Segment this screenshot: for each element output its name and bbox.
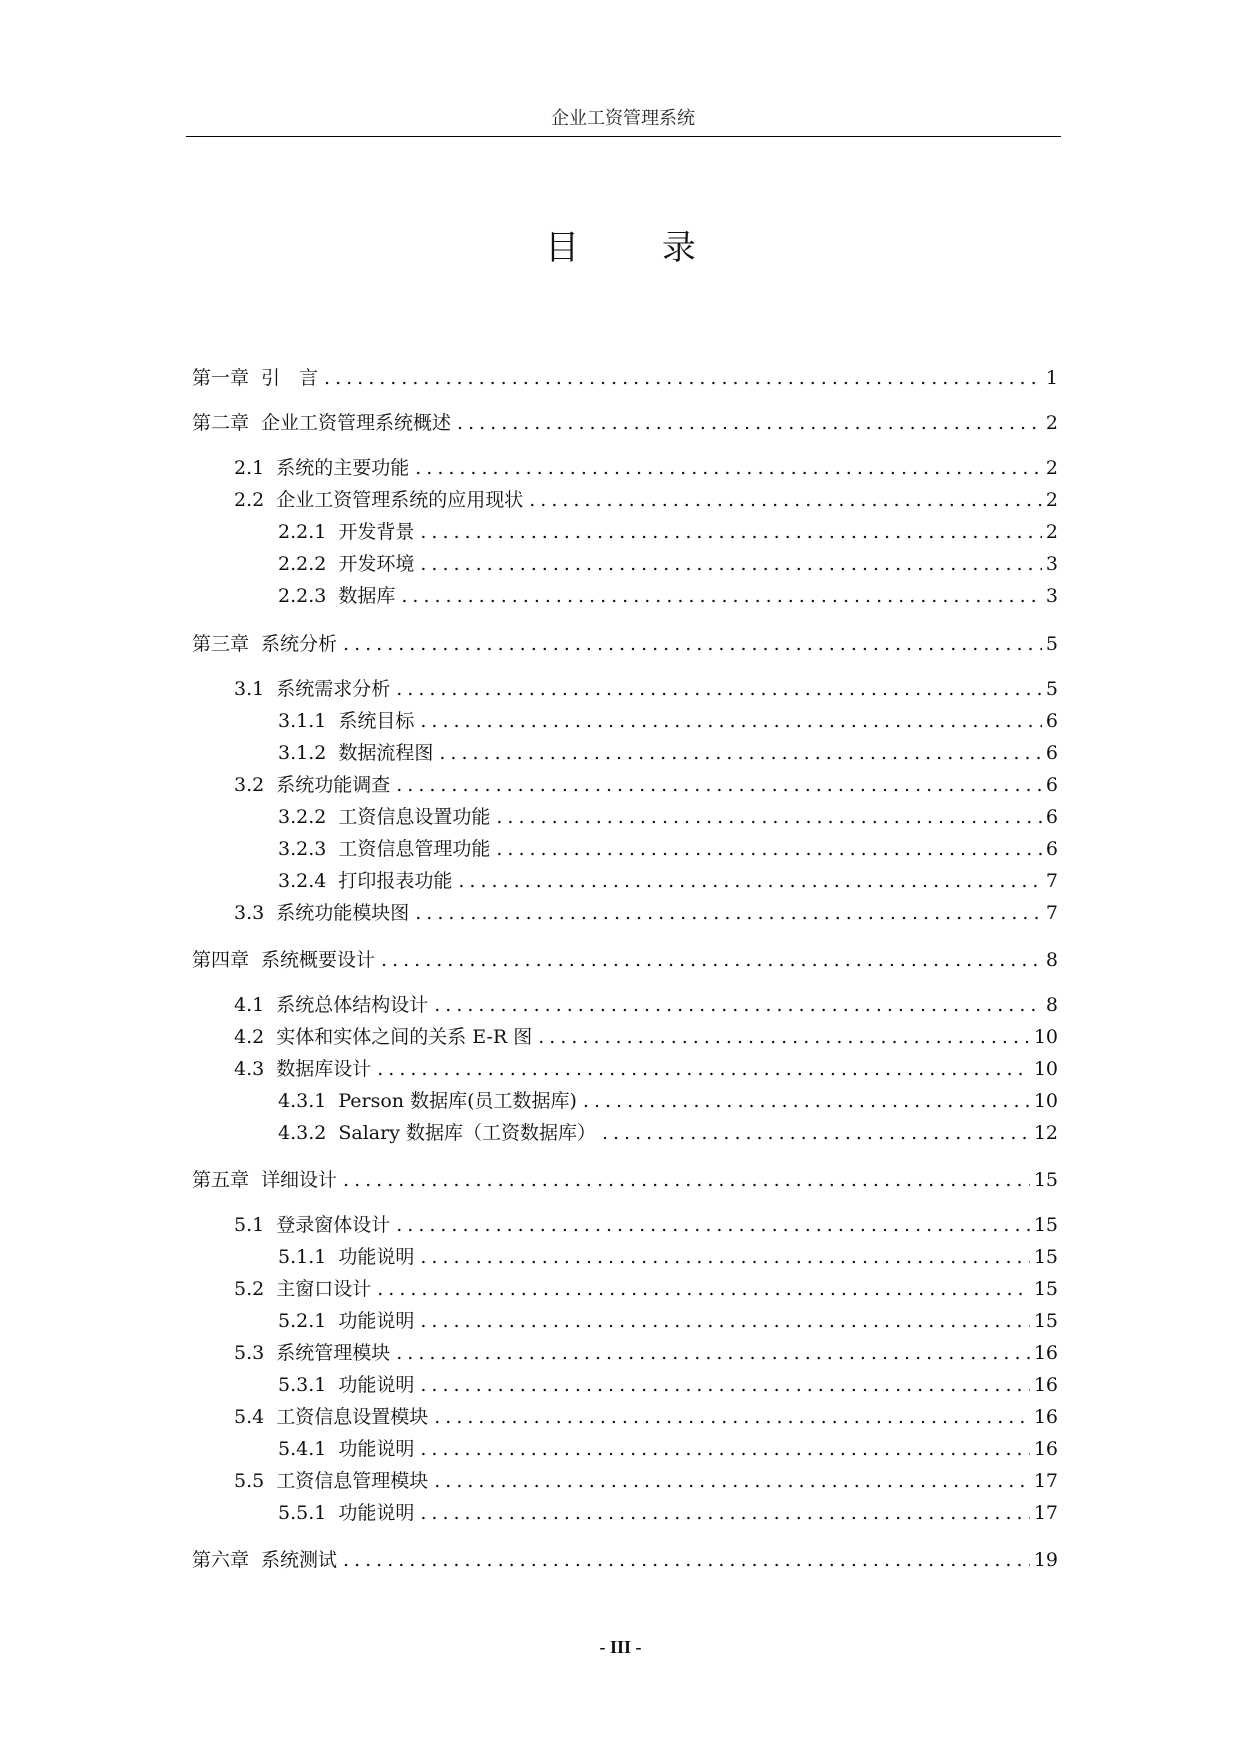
toc-dot-leader [377,1055,1030,1083]
toc-dot-leader [396,1211,1030,1239]
toc-entry[interactable] [278,1307,1058,1335]
toc-entry-number: 5.5 [234,1470,265,1492]
toc-dot-leader [377,1275,1030,1303]
toc-dot-leader [420,1435,1029,1463]
toc-entry-number: 3.2.3 [278,838,327,860]
toc-entry[interactable] [234,454,1058,482]
toc-dot-leader [434,991,1042,1019]
toc-entry-number: 第四章 [192,949,250,971]
toc-dot-leader [420,518,1042,546]
toc-entry-label: 工资信息设置功能 [338,806,491,828]
toc-entry-label: 数据流程图 [338,742,434,764]
toc-entry-page: 8 [1045,949,1058,971]
toc-dot-leader [434,1467,1030,1495]
toc-entry-number: 4.3.2 [278,1122,327,1144]
toc-entry[interactable] [278,707,1058,735]
toc-dot-leader [396,771,1042,799]
toc-entry-label: 实体和实体之间的关系 E-R 图 [276,1026,533,1048]
toc-entry-number: 5.3.1 [278,1374,327,1396]
toc-entry-number: 5.1 [234,1214,265,1236]
toc-entry-page: 16 [1033,1406,1058,1428]
toc-entry-page: 15 [1033,1246,1058,1268]
toc-entry-page: 6 [1045,710,1058,732]
toc-entry-number: 4.1 [234,994,265,1016]
toc-dot-leader [343,1546,1030,1574]
toc-entry[interactable] [234,1211,1058,1239]
toc-entry-number: 第二章 [192,412,250,434]
toc-entry-label: 系统总体结构设计 [276,994,429,1016]
toc-dot-leader [496,803,1042,831]
toc-entry-label: 企业工资管理系统概述 [261,412,452,434]
toc-dot-leader [496,835,1042,863]
toc-dot-leader [458,867,1042,895]
toc-entry[interactable] [234,1055,1058,1083]
toc-entry[interactable] [278,518,1058,546]
toc-entry-label: 引 言 [261,367,319,389]
toc-entry-page: 6 [1045,806,1058,828]
toc-entry-number: 5.2.1 [278,1310,327,1332]
toc-dot-leader [324,364,1042,392]
toc-dot-leader [420,1243,1029,1271]
toc-entry-number: 4.3 [234,1058,265,1080]
toc-dot-leader [415,899,1042,927]
toc-entry-page: 16 [1033,1374,1058,1396]
toc-entry[interactable] [278,739,1058,767]
toc-dot-leader [457,409,1042,437]
toc-entry-page: 7 [1045,870,1058,892]
toc-entry-number: 3.2.4 [278,870,327,892]
toc-entry-label: 功能说明 [338,1310,415,1332]
toc-entry-label: 系统测试 [261,1549,338,1571]
toc-entry-label: Person 数据库(员工数据库) [338,1090,577,1112]
toc-entry-page: 15 [1033,1278,1058,1300]
toc-entry-label: 工资信息管理功能 [338,838,491,860]
toc-entry-page: 5 [1045,678,1058,700]
toc-entry[interactable] [234,675,1058,703]
toc-entry[interactable] [192,409,1058,437]
toc-entry-label: 系统的主要功能 [276,457,410,479]
toc-entry-number: 3.1.2 [278,742,327,764]
toc-entry-label: 打印报表功能 [338,870,453,892]
toc-dot-leader [602,1119,1030,1147]
toc-entry-label: 登录窗体设计 [276,1214,391,1236]
toc-dot-leader [343,630,1042,658]
toc-dot-leader [420,550,1042,578]
toc-dot-leader [396,1339,1030,1367]
toc-entry-page: 1 [1045,367,1058,389]
toc-entry-label: 主窗口设计 [276,1278,372,1300]
toc-entry[interactable] [234,486,1058,514]
toc-entry[interactable] [234,1023,1058,1051]
toc-dot-leader [583,1087,1030,1115]
toc-entry-label: 工资信息管理模块 [276,1470,429,1492]
toc-entry-label: 系统分析 [261,633,338,655]
toc-entry-page: 10 [1033,1090,1058,1112]
toc-entry-page: 10 [1033,1026,1058,1048]
toc-entry-label: 企业工资管理系统的应用现状 [276,489,524,511]
toc-entry[interactable] [234,1275,1058,1303]
toc-dot-leader [415,454,1042,482]
toc-entry-label: 功能说明 [338,1246,415,1268]
toc-dot-leader [538,1023,1030,1051]
toc-entry-label: 系统目标 [338,710,415,732]
toc-entry-page: 3 [1045,553,1058,575]
toc-entry-page: 12 [1033,1122,1058,1144]
toc-entry-label: 功能说明 [338,1438,415,1460]
toc-entry[interactable] [192,1166,1058,1194]
toc-entry[interactable] [192,1546,1058,1574]
toc-entry[interactable] [278,835,1058,863]
toc-entry[interactable] [278,1499,1058,1527]
toc-entry-number: 2.2.2 [278,553,327,575]
toc-entry-number: 3.3 [234,902,265,924]
toc-dot-leader [401,582,1042,610]
toc-entry-label: 功能说明 [338,1502,415,1524]
toc-dot-leader [439,739,1042,767]
toc-entry-number: 5.3 [234,1342,265,1364]
toc-entry-label: 详细设计 [261,1169,338,1191]
toc-dot-leader [343,1166,1030,1194]
toc-entry-page: 16 [1033,1342,1058,1364]
toc-dot-leader [529,486,1042,514]
toc-entry-number: 2.1 [234,457,265,479]
toc-entry-page: 16 [1033,1438,1058,1460]
toc-entry[interactable] [234,1403,1058,1431]
toc-dot-leader [396,675,1042,703]
toc-entry-number: 第六章 [192,1549,250,1571]
toc-entry-label: 数据库设计 [276,1058,372,1080]
toc-entry-number: 2.2.3 [278,585,327,607]
toc-entry-label: 数据库 [338,585,396,607]
toc-entry-label: 功能说明 [338,1374,415,1396]
toc-entry-label: 系统需求分析 [276,678,391,700]
toc-entry[interactable] [234,771,1058,799]
toc-entry[interactable] [278,803,1058,831]
toc-entry[interactable] [234,1467,1058,1495]
toc-entry-number: 第三章 [192,633,250,655]
running-header: 企业工资管理系统 [551,108,695,129]
toc-entry[interactable] [278,550,1058,578]
toc-entry-page: 15 [1033,1310,1058,1332]
toc-entry-page: 8 [1045,994,1058,1016]
toc-entry[interactable] [192,364,1058,392]
toc-entry-page: 6 [1045,774,1058,796]
toc-entry[interactable] [278,1435,1058,1463]
toc-dot-leader [420,1307,1029,1335]
toc-entry-page: 7 [1045,902,1058,924]
toc-entry-number: 2.2.1 [278,521,327,543]
toc-entry-number: 第一章 [192,367,250,389]
toc-dot-leader [420,1499,1029,1527]
toc-entry-page: 2 [1045,412,1058,434]
toc-entry-number: 4.2 [234,1026,265,1048]
toc-entry-page: 10 [1033,1058,1058,1080]
toc-entry[interactable] [278,1243,1058,1271]
toc-entry-number: 5.5.1 [278,1502,327,1524]
toc-entry[interactable] [278,582,1058,610]
toc-entry[interactable] [192,630,1058,658]
toc-entry[interactable] [278,867,1058,895]
toc-entry[interactable] [234,991,1058,1019]
toc-entry-page: 17 [1033,1470,1058,1492]
toc-entry-number: 5.4.1 [278,1438,327,1460]
toc-entry-number: 5.1.1 [278,1246,327,1268]
toc-entry[interactable] [234,899,1058,927]
toc-entry-label: 系统概要设计 [261,949,376,971]
toc-entry-number: 5.4 [234,1406,265,1428]
toc-entry-number: 3.2 [234,774,265,796]
toc-entry-page: 2 [1045,521,1058,543]
toc-entry-page: 6 [1045,742,1058,764]
toc-entry-page: 3 [1045,585,1058,607]
toc-entry-label: 系统功能调查 [276,774,391,796]
toc-entry[interactable] [192,946,1058,974]
toc-entry[interactable] [278,1087,1058,1115]
toc-entry-page: 2 [1045,489,1058,511]
toc-entry-page: 19 [1033,1549,1058,1571]
toc-entry[interactable] [278,1371,1058,1399]
toc-entry[interactable] [278,1119,1058,1147]
toc-dot-leader [381,946,1042,974]
toc-entry-page: 17 [1033,1502,1058,1524]
toc-entry-number: 5.2 [234,1278,265,1300]
toc-entry-number: 3.1 [234,678,265,700]
toc-entry-label: 开发背景 [338,521,415,543]
toc-entry-number: 3.1.1 [278,710,327,732]
toc-entry-number: 3.2.2 [278,806,327,828]
toc-entry[interactable] [234,1339,1058,1367]
toc-dot-leader [420,1371,1029,1399]
toc-entry-page: 6 [1045,838,1058,860]
toc-title: 目 录 [545,228,732,268]
toc-entry-number: 第五章 [192,1169,250,1191]
toc-entry-page: 5 [1045,633,1058,655]
toc-dot-leader [434,1403,1030,1431]
toc-entry-label: 开发环境 [338,553,415,575]
toc-entry-label: 工资信息设置模块 [276,1406,429,1428]
toc-entry-number: 2.2 [234,489,265,511]
toc-entry-label: 系统管理模块 [276,1342,391,1364]
toc-entry-page: 15 [1033,1169,1058,1191]
toc-entry-label: Salary 数据库（工资数据库） [338,1122,596,1144]
toc-entry-label: 系统功能模块图 [276,902,410,924]
toc-entry-page: 2 [1045,457,1058,479]
toc-entry-number: 4.3.1 [278,1090,327,1112]
toc-dot-leader [420,707,1042,735]
toc-entry-page: 15 [1033,1214,1058,1236]
page-number: - III - [599,1637,642,1657]
